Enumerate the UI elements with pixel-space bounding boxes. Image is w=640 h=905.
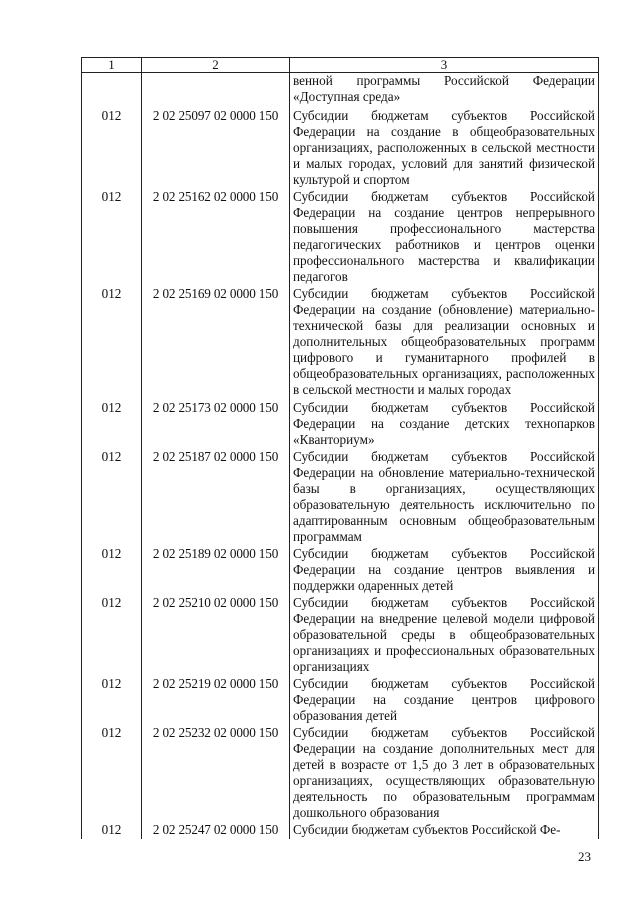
budget-code-cell: 2 02 25247 02 0000 150 bbox=[142, 822, 290, 839]
admin-code-cell: 012 bbox=[82, 286, 142, 400]
description-cell: Субсидии бюджетам субъектов Российской Федерации на создание центров непрерывного повышения профессионального мастерства педагогических работников и центров оценки профессионального мастерства и квалификации педагогов bbox=[290, 189, 599, 286]
budget-code-cell: 2 02 25173 02 0000 150 bbox=[142, 400, 290, 449]
admin-code-cell: 012 bbox=[82, 400, 142, 449]
budget-code-cell: 2 02 25219 02 0000 150 bbox=[142, 676, 290, 725]
column-header-1: 1 bbox=[82, 58, 142, 73]
page-number: 23 bbox=[578, 849, 591, 864]
admin-code-cell: 012 bbox=[82, 595, 142, 676]
description-cell: Субсидии бюджетам субъектов Российской Федерации на создание детских технопарков «Кванториум» bbox=[290, 400, 599, 449]
admin-code-cell: 012 bbox=[82, 108, 142, 189]
admin-code-cell: 012 bbox=[82, 822, 142, 839]
budget-code-cell: 2 02 25189 02 0000 150 bbox=[142, 546, 290, 595]
table-row bbox=[82, 449, 599, 546]
budget-codes-table bbox=[81, 57, 599, 839]
description-cell: Субсидии бюджетам субъектов Российской Федерации на создание (обновление) материально-технической базы для реализации основных и дополнительных общеобразовательных программ цифрового и гуманитарного профилей в общеобразовательных организациях, расположенных в сельской местности и малых городах bbox=[290, 286, 599, 400]
admin-code-cell: 012 bbox=[82, 189, 142, 286]
table-row bbox=[82, 189, 599, 286]
description-cell: Субсидии бюджетам субъектов Российской Федерации на создание центров цифрового образования детей bbox=[290, 676, 599, 725]
admin-code-cell: 012 bbox=[82, 676, 142, 725]
table-row bbox=[82, 73, 599, 108]
table-row bbox=[82, 676, 599, 725]
admin-code-cell: 012 bbox=[82, 725, 142, 822]
description-cell: венной программы Российской Федерации «Доступная среда» bbox=[290, 73, 599, 108]
description-cell: Субсидии бюджетам субъектов Российской Федерации на создание центров выявления и поддержки одаренных детей bbox=[290, 546, 599, 595]
table-row bbox=[82, 595, 599, 676]
table-row bbox=[82, 546, 599, 595]
budget-code-cell: 2 02 25097 02 0000 150 bbox=[142, 108, 290, 189]
description-cell: Субсидии бюджетам субъектов Российской Федерации на обновление материально-технической базы в организациях, осуществляющих образовательную деятельность исключительно по адаптированным основным общеобразовательным программам bbox=[290, 449, 599, 546]
column-header-3: 3 bbox=[290, 58, 599, 73]
budget-code-cell: 2 02 25169 02 0000 150 bbox=[142, 286, 290, 400]
table-row bbox=[82, 725, 599, 822]
budget-code-cell: 2 02 25210 02 0000 150 bbox=[142, 595, 290, 676]
admin-code-cell: 012 bbox=[82, 546, 142, 595]
admin-code-cell bbox=[82, 73, 142, 108]
table-row bbox=[82, 822, 599, 839]
description-cell: Субсидии бюджетам субъектов Российской Федерации на создание в общеобразовательных организациях, расположенных в сельской местности и малых городах, условий для занятий физической культурой и спортом bbox=[290, 108, 599, 189]
budget-code-cell: 2 02 25232 02 0000 150 bbox=[142, 725, 290, 822]
table-row bbox=[82, 286, 599, 400]
budget-code-cell: 2 02 25187 02 0000 150 bbox=[142, 449, 290, 546]
description-cell: Субсидии бюджетам субъектов Российской Федерации на создание дополнительных мест для детей в возрасте от 1,5 до 3 лет в образовательных организациях, осуществляющих образовательную деятельность по образовательным программам дошкольного образования bbox=[290, 725, 599, 822]
table-row bbox=[82, 108, 599, 189]
description-cell: Субсидии бюджетам субъектов Российской Федерации на внедрение целевой модели цифровой образовательной среды в общеобразовательных организациях и профессиональных образовательных организациях bbox=[290, 595, 599, 676]
column-header-2: 2 bbox=[142, 58, 290, 73]
admin-code-cell: 012 bbox=[82, 449, 142, 546]
budget-code-cell bbox=[142, 73, 290, 108]
table-header-row bbox=[82, 58, 599, 73]
description-cell: Субсидии бюджетам субъектов Российской Фе- bbox=[290, 822, 599, 839]
table-row bbox=[82, 400, 599, 449]
budget-code-cell: 2 02 25162 02 0000 150 bbox=[142, 189, 290, 286]
